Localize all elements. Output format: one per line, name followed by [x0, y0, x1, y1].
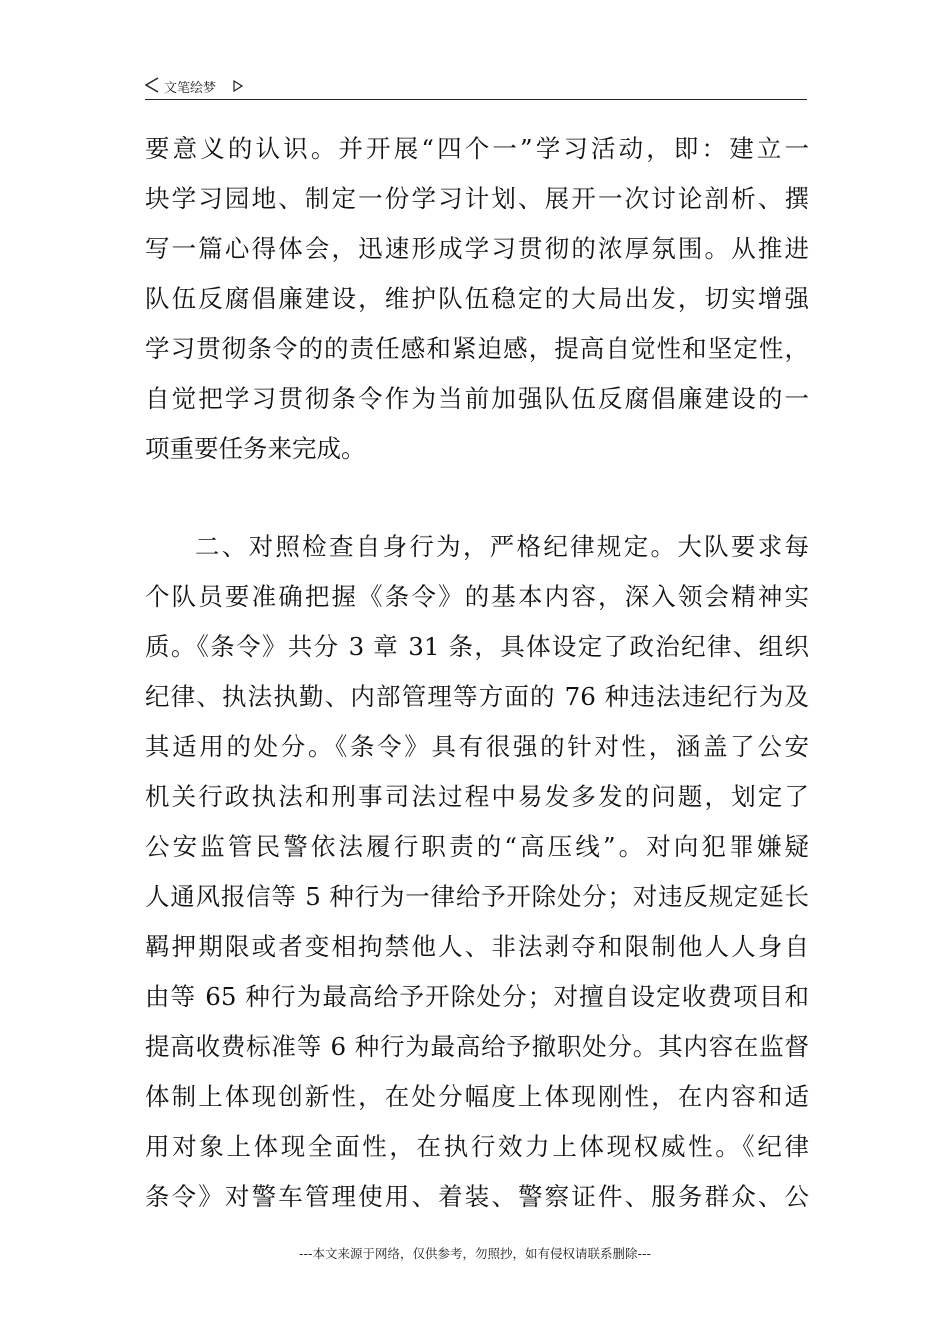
text-line: 二、对照检查自身行为，严格纪律规定。大队要求每 — [195, 532, 809, 561]
triangle-right-icon — [233, 77, 243, 96]
text-line: 项重要任务来完成。 — [145, 434, 366, 463]
page-footer: ---本文来源于网络，仅供参考，勿照抄，如有侵权请联系删除--- — [298, 1246, 652, 1261]
text-line: 要意义的认识。并开展“四个一”学习活动，即：建立一 — [145, 134, 809, 163]
triangle-left-icon — [145, 77, 159, 97]
document-body — [145, 124, 809, 1222]
text-line: 个队员要准确把握《条令》的基本内容，深入领会精神实 — [145, 582, 809, 611]
text-line: 纪律、执法执勤、内部管理等方面的 76 种违法违纪行为及 — [145, 682, 809, 711]
text-line: 写一篇心得体会，迅速形成学习贯彻的浓厚氛围。从推进 — [145, 234, 809, 263]
text-line: 队伍反腐倡廉建设，维护队伍稳定的大局出发，切实增强 — [145, 284, 809, 313]
text-line: 条令》对警车管理使用、着装、警察证件、服务群众、公 — [145, 1182, 809, 1211]
text-line: 羁押期限或者变相拘禁他人、非法剥夺和限制他人人身自 — [145, 932, 809, 961]
text-line: 公安监管民警依法履行职责的“高压线”。对向犯罪嫌疑 — [145, 832, 809, 861]
text-line: 自觉把学习贯彻条令作为当前加强队伍反腐倡廉建设的一 — [145, 384, 809, 413]
page-header — [145, 72, 807, 100]
paragraph-gap — [145, 474, 809, 522]
paragraph-1 — [145, 124, 809, 474]
text-line: 由等 65 种行为最高给予开除处分；对擅自设定收费项目和 — [145, 982, 809, 1011]
text-line: 体制上体现创新性，在处分幅度上体现刚性，在内容和适 — [145, 1082, 809, 1111]
paragraph-2 — [145, 522, 809, 1222]
text-line: 其适用的处分。《条令》具有很强的针对性，涵盖了公安 — [145, 732, 809, 761]
text-line: 提高收费标准等 6 种行为最高给予撤职处分。其内容在监督 — [145, 1032, 809, 1061]
brand-name: 文笔绘梦 — [164, 81, 217, 96]
text-line: 学习贯彻条令的的责任感和紧迫感，提高自觉性和坚定性， — [145, 334, 809, 363]
text-line: 质。《条令》共分 3 章 31 条，具体设定了政治纪律、组织 — [145, 632, 809, 661]
text-line: 用对象上体现全面性，在执行效力上体现权威性。《纪律 — [145, 1132, 809, 1161]
text-line: 块学习园地、制定一份学习计划、展开一次讨论剖析、撰 — [145, 184, 809, 213]
text-line: 机关行政执法和刑事司法过程中易发多发的问题，划定了 — [145, 782, 809, 811]
text-line: 人通风报信等 5 种行为一律给予开除处分；对违反规定延长 — [145, 882, 809, 911]
